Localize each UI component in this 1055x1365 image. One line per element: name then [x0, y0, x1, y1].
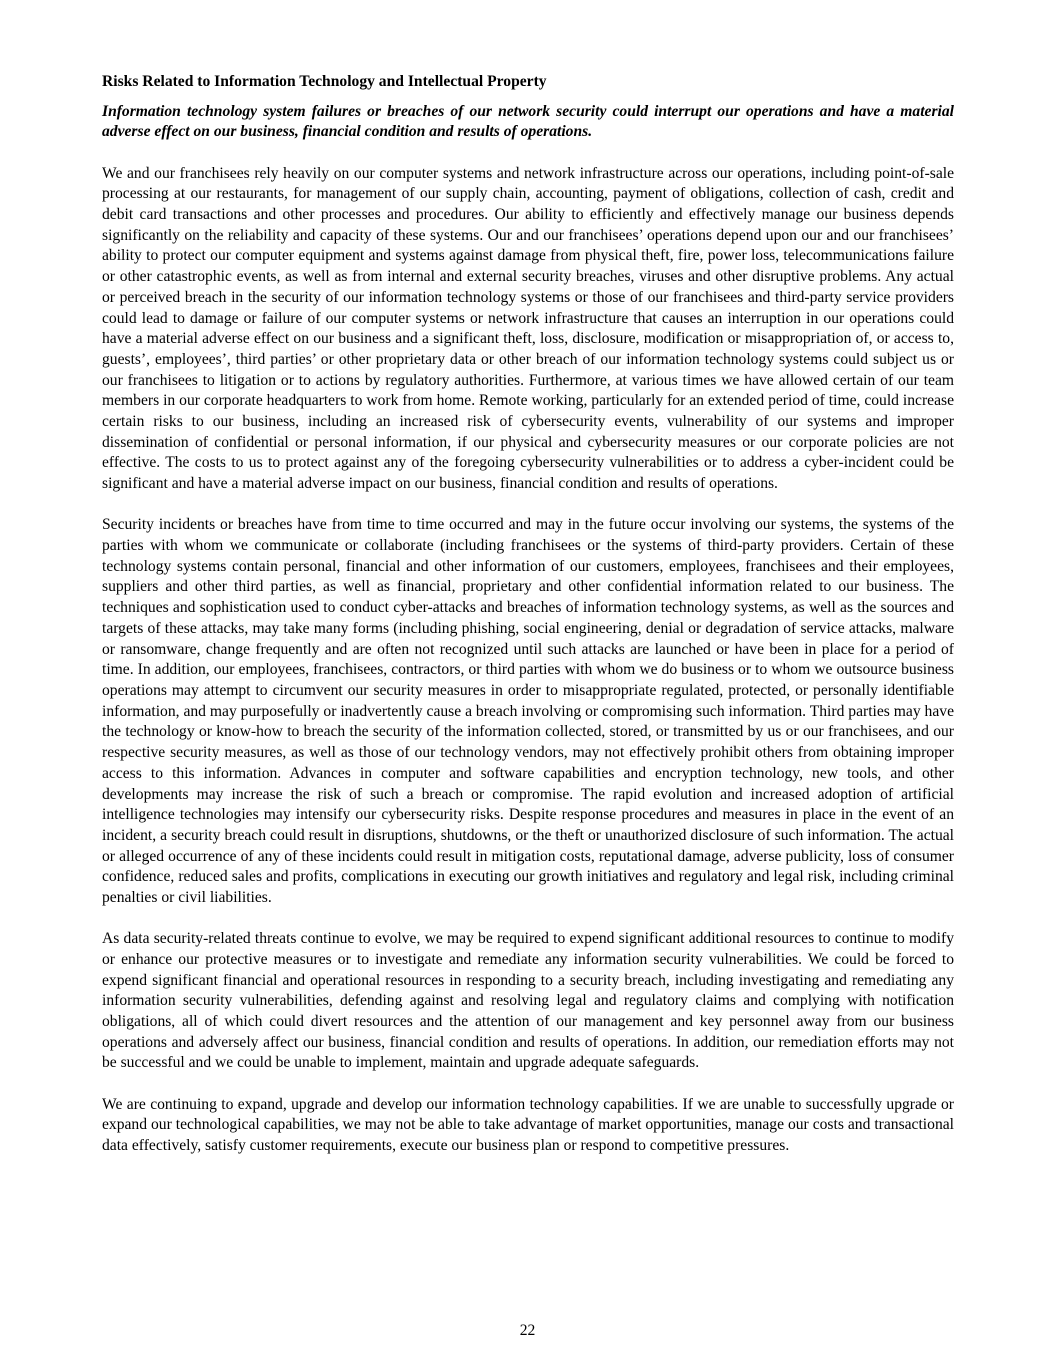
page-number: 22	[519, 1322, 536, 1339]
paragraph-it-capabilities: We are continuing to expand, upgrade and develop our information technology capabilities. If we are unable to successfully upgrade or expand our technological capabilities, we may not be able to take advantage of market opportunities, manage our costs and transactional data effectively, satisfy customer requirements, execute our business plan or respond to competitive pressures.	[102, 1095, 954, 1155]
risk-factor-title: Information technology system failures or breaches of our network security could interrupt our operations and have a material adverse effect on our business, financial condition and results of operations.	[102, 102, 954, 141]
paragraph-security-incidents: Security incidents or breaches have from time to time occurred and may in the future occur involving our systems, the systems of the parties with whom we communicate or collaborate (including franchisees or the systems of third-party providers. Certain of these technology systems contain personal, financial and other information of our customers, employees, franchisees and their employees, suppliers and other third parties, as well as financial, proprietary and other confidential information related to our business. The techniques and sophistication used to conduct cyber-attacks and breaches of information technology systems, as well as the sources and targets of these attacks, may take many forms (including phishing, social engineering, denial or degradation of service attacks, malware or ransomware, change frequently and are often not recognized until such attacks are launched or have been in place for a period of time. In addition, our employees, franchisees, contractors, or third parties with whom we do business or to whom we outsource business operations may attempt to circumvent our security measures in order to misappropriate regulated, protected, or personally identifiable information, and may purposefully or inadvertently cause a breach involving or compromising such information. Third parties may have the technology or know-how to breach the security of the information collected, stored, or transmitted by us or our franchisees, and our respective security measures, as well as those of our technology vendors, may not effectively prohibit others from obtaining improper access to this information. Advances in computer and software capabilities and encryption technology, new tools, and other developments may increase the risk of such a breach or compromise. The rapid evolution and increased adoption of artificial intelligence technologies may intensify our cybersecurity risks. Despite response procedures and measures in place in the event of an incident, a security breach could result in disruptions, shutdowns, or the theft or unauthorized disclosure of such information. The actual or alleged occurrence of any of these incidents could result in mitigation costs, reputational damage, adverse publicity, loss of consumer confidence, reduced sales and profits, complications in executing our growth initiatives and regulatory and legal risk, including criminal penalties or civil liabilities.	[102, 516, 954, 907]
section-heading: Risks Related to Information Technology and Intellectual Property	[102, 73, 547, 90]
paragraph-it-reliance: We and our franchisees rely heavily on our computer systems and network infrastructure across our operations, including point-of-sale processing at our restaurants, for management of our supply chain, accounting, payment of obligations, collection of cash, credit and debit card transactions and other processes and procedures. Our ability to efficiently and effectively manage our business depends significantly on the reliability and capacity of these systems. Our and our franchisees’ operations depend upon our and our franchisees’ ability to protect our computer equipment and systems against damage from physical theft, fire, power loss, telecommunications failure or other catastrophic events, as well as from internal and external security breaches, viruses and other disruptive problems. Any actual or perceived breach in the security of our information technology systems or those of our franchisees and third-party service providers could lead to damage or failure of our computer systems or network infrastructure that causes an interruption in our operations could have a material adverse effect on our business and a significant theft, loss, disclosure, modification or misappropriation of, or access to, guests’, employees’, third parties’ or other proprietary data or other breach of our information technology systems could subject us or our franchisees to litigation or to actions by regulatory authorities. Furthermore, at various times we have allowed certain of our team members in our corporate headquarters to work from home. Remote working, particularly for an extended period of time, could increase certain risks to our business, including an increased risk of cybersecurity events, vulnerability of our systems and improper dissemination of confidential or personal information, if our physical and cybersecurity measures or our corporate policies are not effective. The costs to us to protect against any of the foregoing cybersecurity vulnerabilities or to address a cyber-incident could be significant and have a material adverse impact on our business, financial condition and results of operations.	[102, 164, 954, 493]
document-page	[102, 72, 954, 1177]
paragraph-evolving-threats: As data security-related threats continue to evolve, we may be required to expend significant additional resources to continue to modify or enhance our protective measures or to investigate and remediate any information security vulnerabilities. We could be forced to expend significant financial and operational resources in responding to a security breach, including investigating and remediating any information security vulnerabilities, defending against and resolving legal and regulatory claims and complying with notification obligations, all of which could divert resources and the attention of our management and key personnel away from our business operations and adversely affect our business, financial condition and results of operations. In addition, our remediation efforts may not be successful and we could be unable to implement, maintain and upgrade adequate safeguards.	[102, 930, 954, 1072]
